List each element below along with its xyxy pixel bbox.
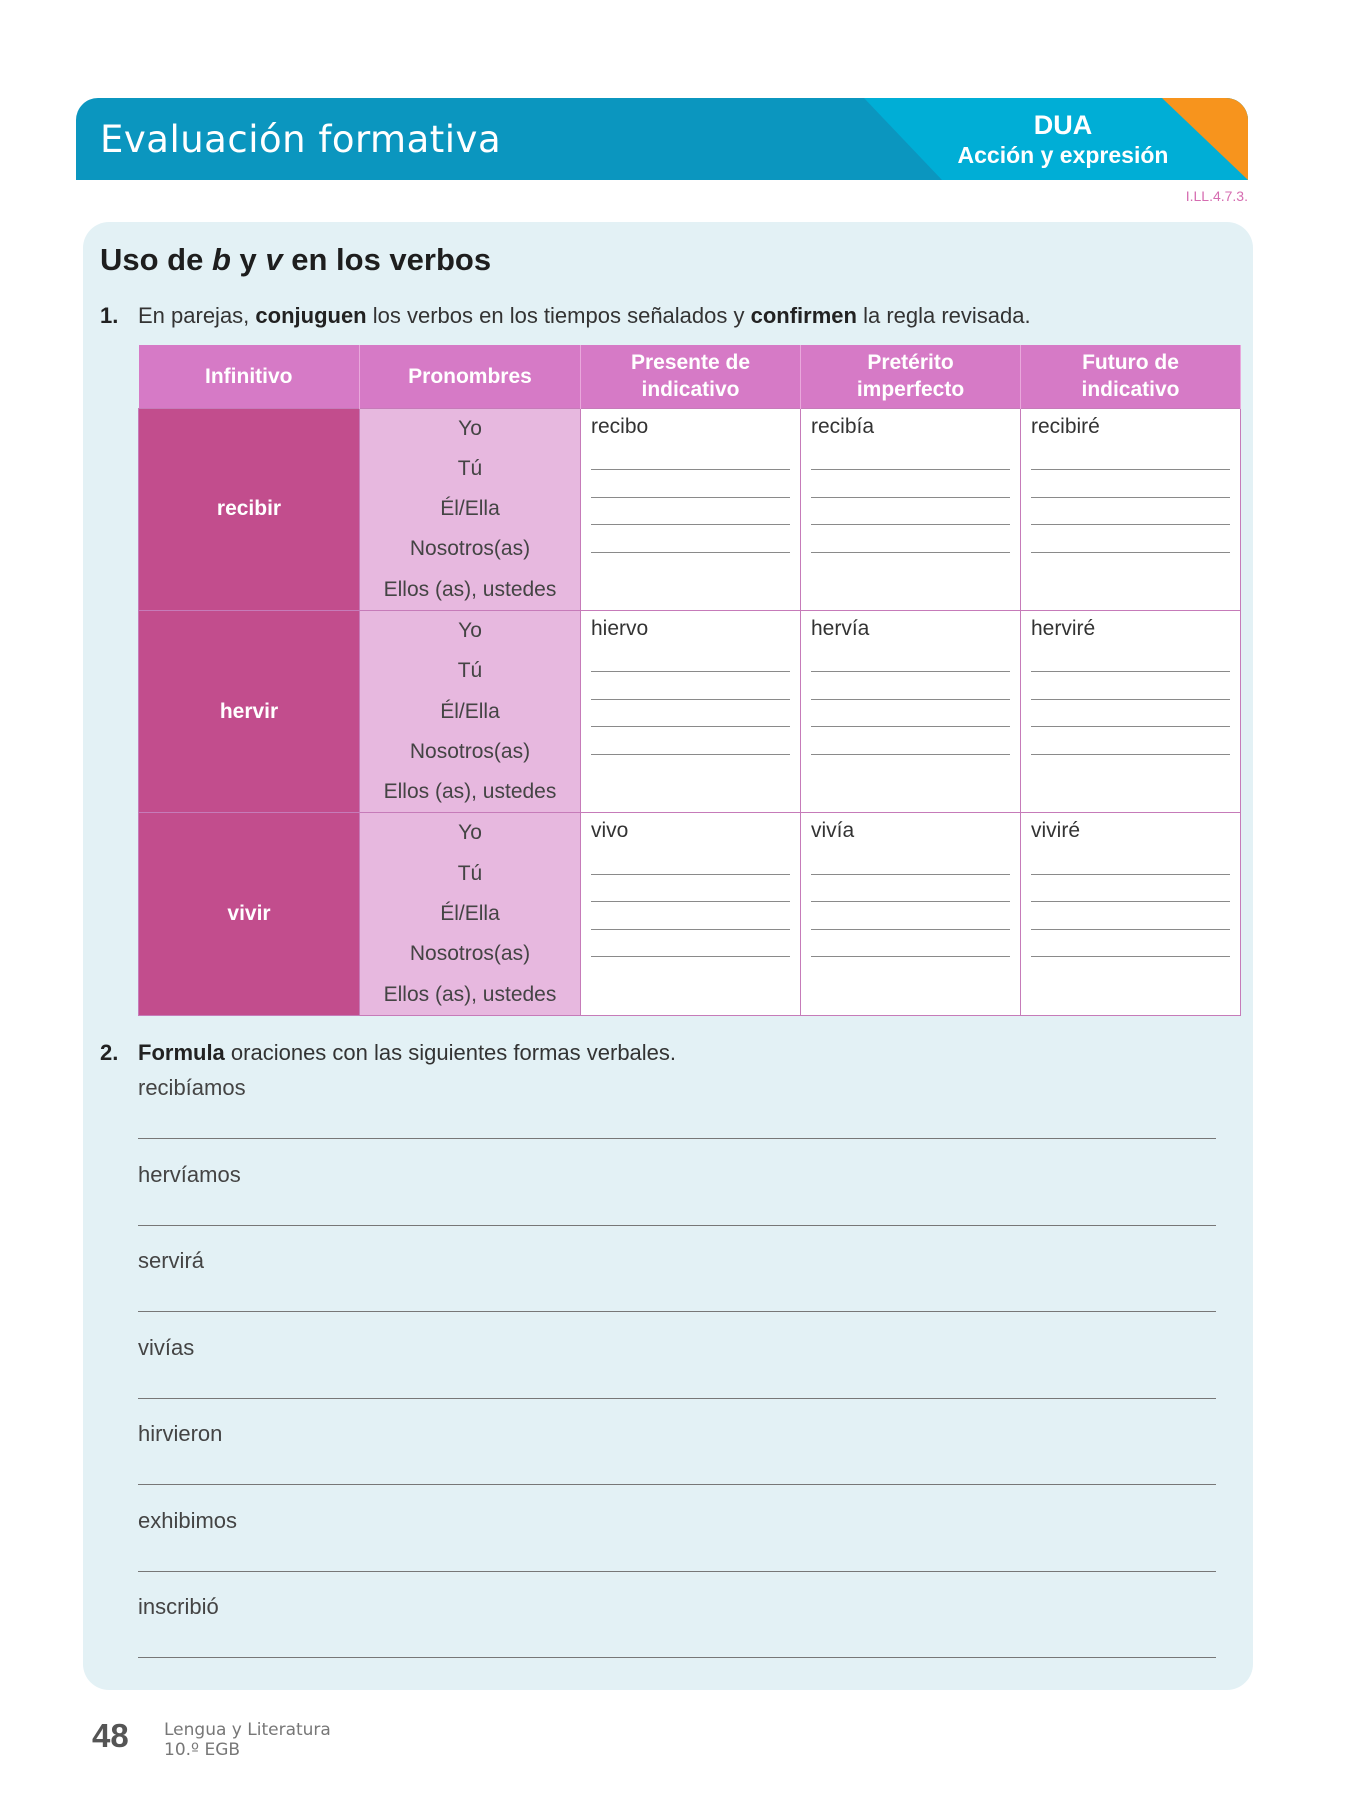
answer-blank-line[interactable] [1031,498,1230,526]
answer-blank-line[interactable] [591,443,790,471]
pronoun-label: Tú [457,456,483,480]
pronoun-label: Tú [457,659,483,683]
answer-blank-line[interactable] [1031,645,1230,673]
answer-blank-line[interactable] [811,672,1010,700]
infinitive-cell: recibir [139,408,360,610]
example-conjugation: hiervo [591,616,649,640]
answer-cell-preterito [801,408,1021,610]
answer-blank-line[interactable] [811,700,1010,728]
example-conjugation: hervía [811,616,870,640]
example-conjugation: recibía [811,414,875,438]
pronoun-label: Yo [458,618,482,642]
sentence-blank-line[interactable] [138,1571,1216,1572]
header-pronombres: Pronombres [360,345,581,408]
answer-blank-line[interactable] [591,727,790,755]
pronoun-label: Nosotros(as) [409,537,531,561]
pronoun-cell [360,408,581,610]
answer-blank-line[interactable] [591,645,790,673]
table-row [139,408,1241,610]
answer-cell-preterito [801,610,1021,812]
pronoun-label: Nosotros(as) [409,739,531,763]
answer-blank-line[interactable] [811,645,1010,673]
answer-blank-line[interactable] [1031,727,1230,755]
pronoun-label: Él/Ella [440,902,500,926]
example-conjugation: recibiré [1031,414,1100,438]
question-number: 1. [100,303,119,328]
answer-blank-line[interactable] [591,875,790,903]
example-conjugation: vivo [591,819,629,843]
pronoun-label: Nosotros(as) [409,942,531,966]
header-presente: Presente de indicativo [581,345,801,408]
answer-blank-line[interactable] [811,443,1010,471]
sentence-blank-line[interactable] [138,1225,1216,1226]
answer-cell-presente [581,813,801,1015]
answer-blank-line[interactable] [811,498,1010,526]
answer-blank-line[interactable] [1031,847,1230,875]
pronoun-label: Yo [458,821,482,845]
pronoun-label: Ellos (as), ustedes [383,780,557,804]
answer-cell-presente [581,408,801,610]
conjugation-table [138,345,1241,1016]
answer-blank-line[interactable] [591,902,790,930]
dua-subtitle: Acción y expresión [957,142,1169,168]
pronoun-label: Ellos (as), ustedes [383,577,557,601]
answer-blank-line[interactable] [591,525,790,553]
answer-blank-line[interactable] [811,902,1010,930]
answer-cell-futuro [1021,610,1241,812]
infinitive-cell: hervir [139,610,360,812]
answer-blank-line[interactable] [1031,470,1230,498]
answer-blank-line[interactable] [1031,525,1230,553]
example-conjugation: viviré [1031,819,1081,843]
answer-blank-line[interactable] [1031,443,1230,471]
answer-blank-line[interactable] [591,847,790,875]
verb-form-label: hervíamos [138,1161,241,1187]
answer-cell-preterito [801,813,1021,1015]
verb-form-label: inscribió [138,1594,219,1619]
answer-blank-line[interactable] [591,470,790,498]
header-infinitivo: Infinitivo [139,345,360,408]
answer-blank-line[interactable] [591,672,790,700]
footer-subject: Lengua y Literatura [164,1720,331,1740]
answer-blank-line[interactable] [811,470,1010,498]
answer-cell-futuro [1021,813,1241,1015]
sentence-blank-line[interactable] [138,1311,1216,1312]
verb-form-label: vivías [138,1334,195,1360]
example-conjugation: herviré [1031,616,1096,640]
header-futuro: Futuro de indicativo [1021,345,1241,408]
pronoun-label: Él/Ella [440,497,500,521]
pronoun-label: Yo [458,416,482,440]
sentence-blank-line[interactable] [138,1484,1216,1485]
pronoun-label: Él/Ella [440,699,500,723]
answer-cell-futuro [1021,408,1241,610]
infinitive-cell: vivir [139,813,360,1015]
answer-blank-line[interactable] [1031,700,1230,728]
header-banner [76,98,1248,180]
verb-form-label: recibíamos [138,1075,246,1100]
sentence-blank-line[interactable] [138,1138,1216,1139]
table-row [139,813,1241,1015]
question-2: 2. Formula oraciones con las siguientes formas verbales. [100,1040,677,1065]
page-number: 48 [92,1717,129,1754]
pronoun-label: Ellos (as), ustedes [383,982,557,1006]
header-preterito: Pretérito imperfecto [801,345,1021,408]
pronoun-cell [360,610,581,812]
footer-grade: 10.º EGB [164,1740,241,1760]
question-number: 2. [100,1040,119,1065]
skill-code: I.LL.4.7.3. [1185,188,1248,204]
answer-cell-presente [581,610,801,812]
answer-blank-line[interactable] [811,525,1010,553]
pronoun-label: Tú [457,861,483,885]
sentence-blank-line[interactable] [138,1657,1216,1658]
verb-form-label: servirá [138,1248,205,1273]
answer-blank-line[interactable] [1031,672,1230,700]
answer-blank-line[interactable] [591,930,790,958]
verb-form-label: hirvieron [138,1421,223,1446]
answer-blank-line[interactable] [811,875,1010,903]
answer-blank-line[interactable] [1031,902,1230,930]
verb-form-label: exhibimos [138,1507,238,1533]
table-header-row [139,345,1241,408]
section-title: Uso de b y v en los verbos [100,242,492,277]
answer-blank-line[interactable] [591,498,790,526]
sentence-blank-line[interactable] [138,1398,1216,1399]
answer-blank-line[interactable] [811,930,1010,958]
example-conjugation: vivía [811,819,855,843]
page-title: Evaluación formativa [100,118,502,161]
dua-label: DUA [1033,110,1093,140]
answer-blank-line[interactable] [811,847,1010,875]
answer-blank-line[interactable] [591,700,790,728]
pronoun-cell [360,813,581,1015]
table-row [139,610,1241,812]
answer-blank-line[interactable] [1031,875,1230,903]
example-conjugation: recibo [591,414,649,438]
answer-blank-line[interactable] [811,727,1010,755]
answer-blank-line[interactable] [1031,930,1230,958]
question-1: 1. En parejas, conjuguen los verbos en los tiempos señalados y confirmen la regla revisada. [100,303,1031,328]
